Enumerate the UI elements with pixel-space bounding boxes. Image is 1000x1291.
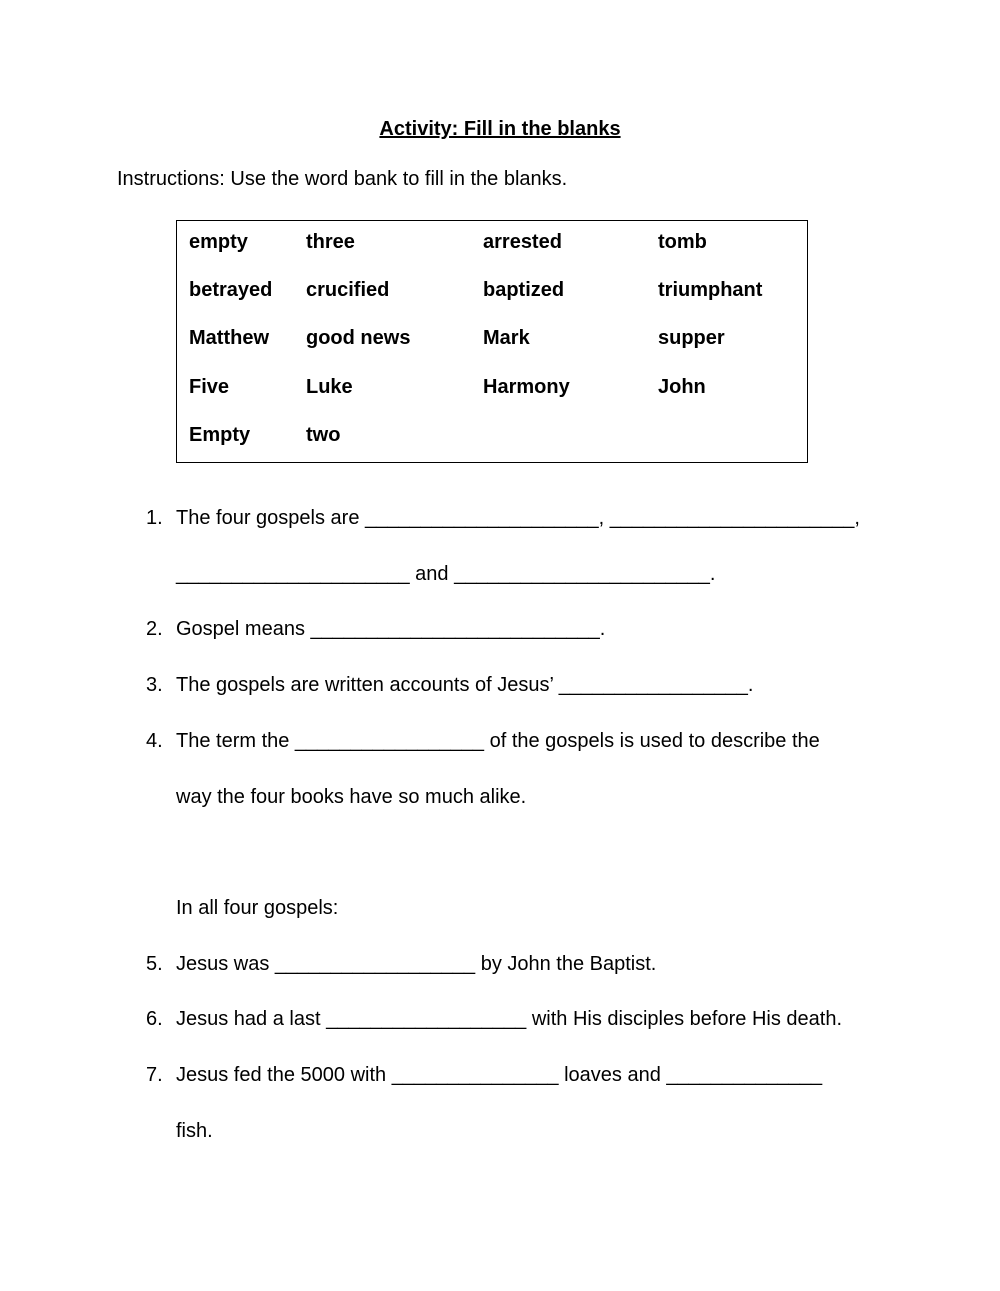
word-bank-word: John bbox=[658, 376, 706, 398]
word-bank-word: empty bbox=[189, 231, 248, 253]
word-bank-word: supper bbox=[658, 327, 725, 349]
word-bank-word: two bbox=[306, 424, 341, 446]
question-1-line-1: The four gospels are _____________________, ______________________, bbox=[176, 507, 860, 529]
question-number: 1. bbox=[146, 507, 163, 529]
question-number: 5. bbox=[146, 953, 163, 975]
word-bank-box bbox=[176, 220, 808, 463]
question-6-line-1: Jesus had a last __________________ with His disciples before His death. bbox=[176, 1008, 842, 1030]
word-bank-word: Matthew bbox=[189, 327, 269, 349]
word-bank-word: crucified bbox=[306, 279, 390, 301]
question-7-line-2: fish. bbox=[176, 1120, 213, 1142]
question-7-line-1: Jesus fed the 5000 with _______________ loaves and ______________ bbox=[176, 1064, 823, 1086]
instructions-text: Instructions: Use the word bank to fill in the blanks. bbox=[117, 168, 568, 190]
question-number: 2. bbox=[146, 618, 163, 640]
question-4-line-1: The term the _________________ of the gospels is used to describe the bbox=[176, 730, 820, 752]
word-bank-word: Luke bbox=[306, 376, 353, 398]
question-number: 3. bbox=[146, 674, 163, 696]
question-2-line-1: Gospel means __________________________. bbox=[176, 618, 606, 640]
word-bank-word: betrayed bbox=[189, 279, 273, 301]
word-bank-word: arrested bbox=[483, 231, 562, 253]
question-number: 7. bbox=[146, 1064, 163, 1086]
word-bank-word: Mark bbox=[483, 327, 530, 349]
word-bank-word: tomb bbox=[658, 231, 707, 253]
word-bank-word: good news bbox=[306, 327, 411, 349]
word-bank-word: three bbox=[306, 231, 355, 253]
question-number: 6. bbox=[146, 1008, 163, 1030]
word-bank-word: Harmony bbox=[483, 376, 570, 398]
question-3-line-1: The gospels are written accounts of Jesus’ _________________. bbox=[176, 674, 754, 696]
word-bank-word: Five bbox=[189, 376, 230, 398]
section-label: In all four gospels: bbox=[176, 897, 339, 919]
word-bank-word: baptized bbox=[483, 279, 565, 301]
question-number: 4. bbox=[146, 730, 163, 752]
word-bank-word: triumphant bbox=[658, 279, 763, 301]
question-5-line-1: Jesus was __________________ by John the Baptist. bbox=[176, 953, 657, 975]
question-1-line-2: _____________________ and _______________________. bbox=[176, 563, 716, 585]
page-title: Activity: Fill in the blanks bbox=[379, 118, 621, 140]
word-bank-word: Empty bbox=[189, 424, 251, 446]
question-4-line-2: way the four books have so much alike. bbox=[176, 786, 527, 808]
